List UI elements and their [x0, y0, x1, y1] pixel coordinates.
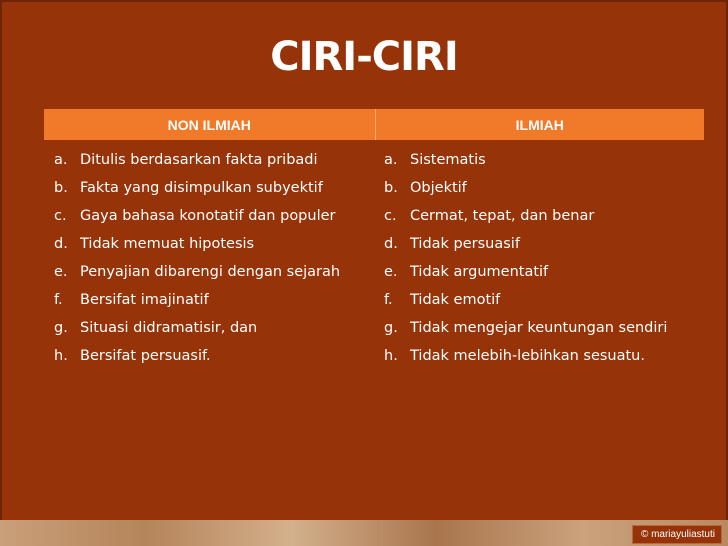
list-item [384, 314, 704, 342]
list-item [44, 258, 374, 286]
non-ilmiah-column [44, 146, 374, 370]
table-header-row [44, 109, 704, 140]
list-item-text: Cermat, tepat, dan benar [410, 208, 595, 224]
list-marker: d. [54, 236, 68, 252]
list-marker: a. [54, 152, 68, 168]
list-item [384, 342, 704, 370]
list-item [44, 230, 374, 258]
list-item [44, 286, 374, 314]
list-item [384, 202, 704, 230]
comparison-table [44, 109, 704, 370]
list-item-text: Bersifat imajinatif [80, 292, 209, 308]
list-marker: b. [384, 180, 398, 196]
list-marker: c. [384, 208, 397, 224]
list-marker: g. [384, 320, 398, 336]
list-marker: f. [384, 292, 393, 308]
list-item-text: Tidak mengejar keuntungan sendiri [410, 320, 668, 336]
list-marker: a. [384, 152, 398, 168]
list-marker: g. [54, 320, 68, 336]
list-item-text: Sistematis [410, 152, 486, 168]
list-item-text: Penyajian dibarengi dengan sejarah [80, 264, 341, 280]
list-item-text: Tidak melebih-lebihkan sesuatu. [410, 348, 645, 364]
copyright-label: © mariayuliastuti [632, 525, 722, 544]
list-marker: h. [54, 348, 68, 364]
list-marker: d. [384, 236, 398, 252]
slide-title: CIRI-CIRI [270, 34, 458, 80]
ilmiah-column [374, 146, 704, 370]
list-item [44, 146, 374, 174]
list-item-text: Fakta yang disimpulkan subyektif [80, 180, 323, 196]
list-item [44, 342, 374, 370]
list-item [44, 314, 374, 342]
list-item [44, 202, 374, 230]
list-item-text: Situasi didramatisir, dan [80, 320, 258, 336]
list-item-text: Bersifat persuasif. [80, 348, 211, 364]
list-marker: b. [54, 180, 68, 196]
list-marker: e. [384, 264, 398, 280]
list-item-text: Tidak emotif [410, 292, 501, 308]
list-item [44, 174, 374, 202]
list-marker: f. [54, 292, 63, 308]
list-item-text: Tidak persuasif [410, 236, 520, 252]
list-item-text: Tidak argumentatif [410, 264, 549, 280]
list-item [384, 258, 704, 286]
list-item-text: Tidak memuat hipotesis [80, 236, 255, 252]
list-marker: h. [384, 348, 398, 364]
list-item [384, 146, 704, 174]
list-marker: c. [54, 208, 67, 224]
wood-texture-strip [0, 520, 728, 546]
list-item-text: Gaya bahasa konotatif dan populer [80, 208, 336, 224]
table-body [44, 140, 704, 370]
list-item-text: Objektif [410, 180, 467, 196]
list-item [384, 230, 704, 258]
header-ilmiah: ILMIAH [515, 116, 564, 133]
list-marker: e. [54, 264, 68, 280]
list-item-text: Ditulis berdasarkan fakta pribadi [80, 152, 318, 168]
header-non-ilmiah: NON ILMIAH [44, 109, 376, 140]
list-item [384, 286, 704, 314]
list-item [384, 174, 704, 202]
